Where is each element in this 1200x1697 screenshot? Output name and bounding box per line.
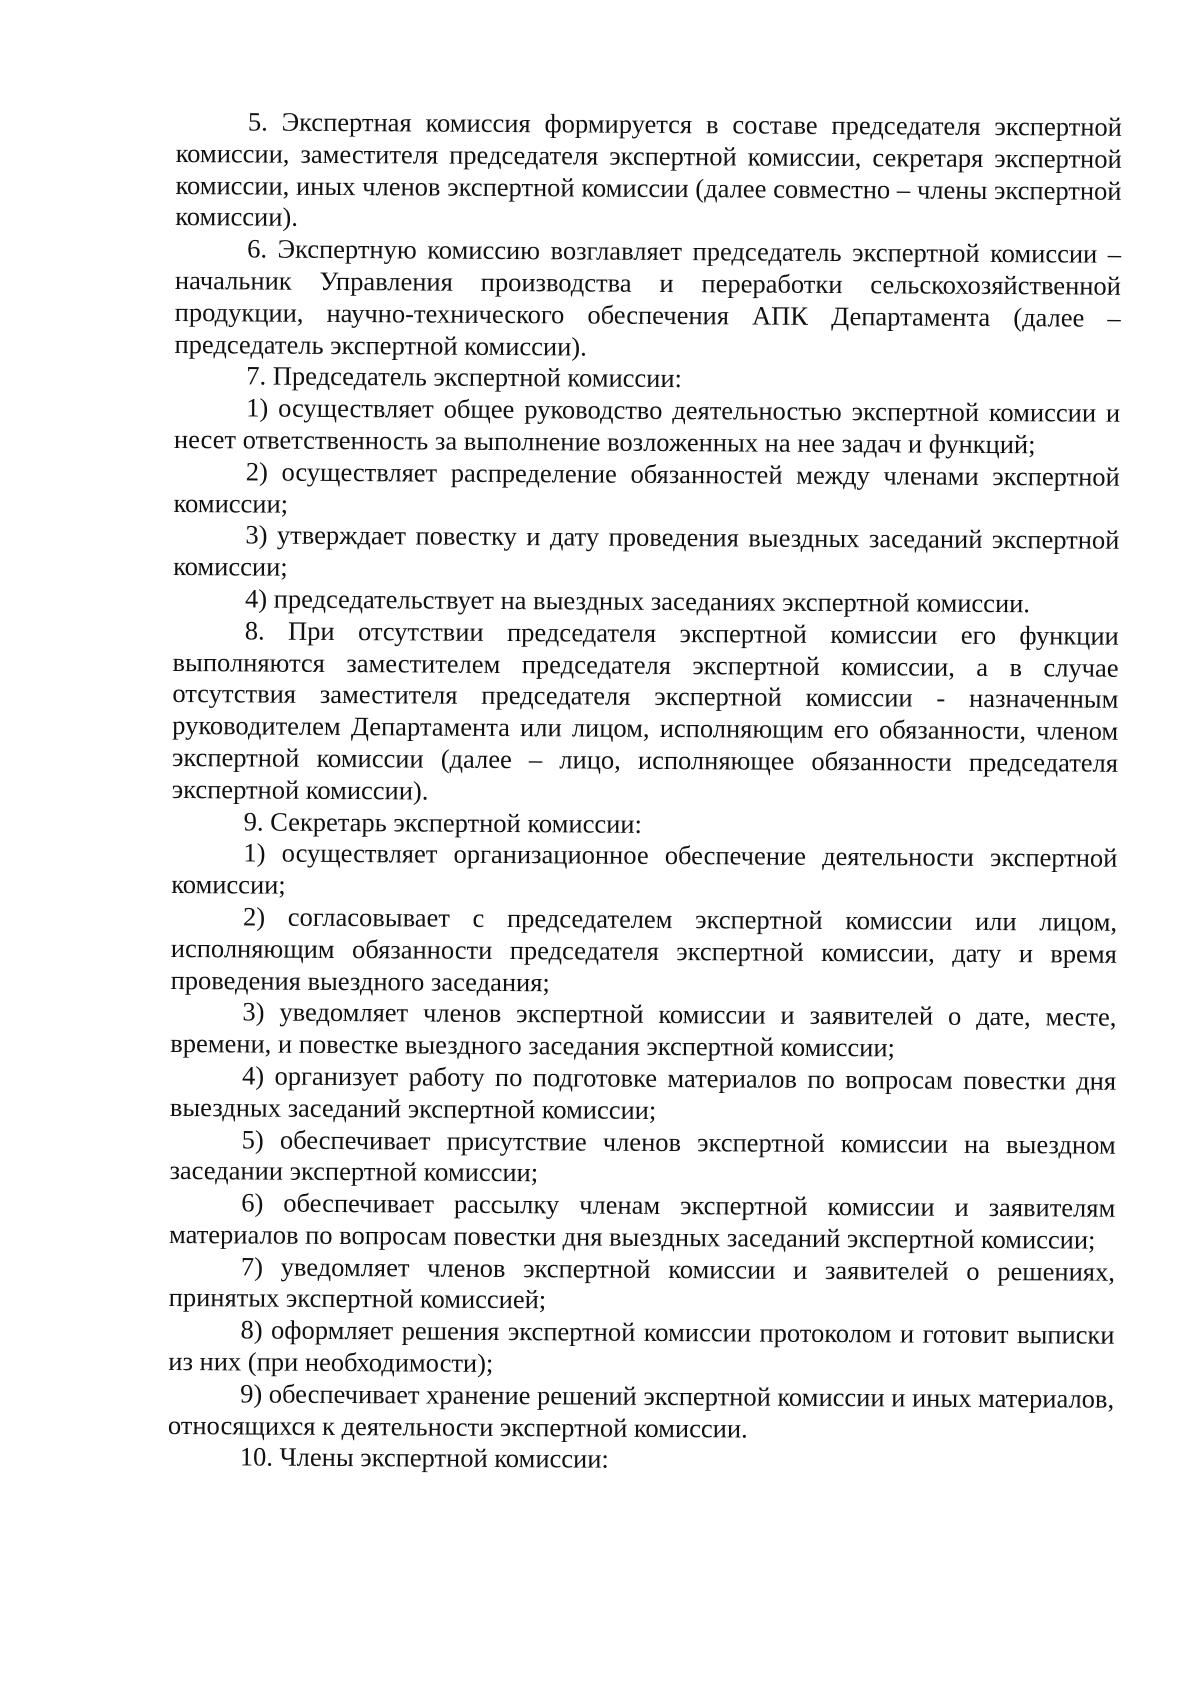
secretary-item-6: 6) обеспечивает рассылку членам экспертной комиссии и заявителям материалов по вопросам повестки дня выездных заседаний экспертной комиссии; — [169, 1187, 1116, 1255]
secretary-item-7: 7) уведомляет членов экспертной комиссии и заявителей о решениях, принятых экспертной комиссией; — [168, 1251, 1115, 1315]
secretary-item-8: 8) оформляет решения экспертной комиссии протоколом и готовит выписки из них (при необходимости); — [168, 1314, 1115, 1379]
chairman-item-1: 1) осуществляет общее руководство деятельностью экспертной комиссии и несет ответственность за выполнение возложенных на нее задач и функций; — [173, 392, 1121, 460]
paragraph-10-members-heading: 10. Члены экспертной комиссии: — [239, 1441, 609, 1475]
paragraph-6-commission-head: 6. Экспертную комиссию возглавляет председатель экспертной комиссии – начальник Управления производства и переработки сельскохозяйственной продукции, научно-технического обеспечения АПК Департамента (далее – председатель экспертной комиссии). — [174, 233, 1122, 362]
secretary-item-5: 5) обеспечивает присутствие членов экспертной комиссии на выездном заседании экспертной комиссии; — [169, 1123, 1116, 1188]
secretary-item-4: 4) организует работу по подготовке материалов по вопросам повестки дня выездных заседаний экспертной комиссии; — [169, 1060, 1117, 1125]
secretary-item-1: 1) осуществляет организационное обеспечение деятельности экспертной комиссии; — [171, 837, 1118, 900]
secretary-item-9: 9) обеспечивает хранение решений экспертной комиссии и иных материалов, относящихся к деятельности экспертной комиссии. — [167, 1378, 1115, 1444]
secretary-item-3: 3) уведомляет членов экспертной комиссии и заявителей о дате, месте, времени, и повестке выездного заседания экспертной комиссии; — [170, 996, 1117, 1063]
chairman-item-4: 4) председательствует на выездных заседаниях экспертной комиссии. — [244, 583, 1031, 619]
paragraph-8-chairman-absence: 8. При отсутствии председателя экспертной комиссии его функции выполняются заместителем председателя экспертной комиссии, а в случае отсутствия заместителя председателя экспертной комиссии - назначенным руководителем Департамента или лицом, исполняющим его обязанности, членом экспертной комиссии (далее – лицо, исполняющее обязанности председателя экспертной комиссии). — [171, 615, 1119, 806]
paragraph-5-commission-composition: 5. Экспертная комиссия формируется в составе председателя экспертной комиссии, заместителя председателя экспертной комиссии, секретаря экспертной комиссии, иных членов экспертной комиссии (далее совместно – члены экспертной комиссии). — [175, 106, 1122, 233]
secretary-item-2: 2) согласовывает с председателем экспертной комиссии или лицом, исполняющим обязанности председателя экспертной комиссии, дату и время проведения выездного заседания; — [170, 901, 1118, 997]
paragraph-9-secretary-heading: 9. Секретарь экспертной комиссии: — [243, 805, 642, 839]
document-page — [168, 106, 1122, 1479]
paragraph-7-chairman-heading: 7. Председатель экспертной комиссии: — [246, 360, 683, 394]
chairman-item-2: 2) осуществляет распределение обязанностей между членами экспертной комиссии; — [173, 456, 1120, 519]
chairman-item-3: 3) утверждает повестку и дату проведения выездных заседаний экспертной комиссии; — [173, 519, 1120, 582]
